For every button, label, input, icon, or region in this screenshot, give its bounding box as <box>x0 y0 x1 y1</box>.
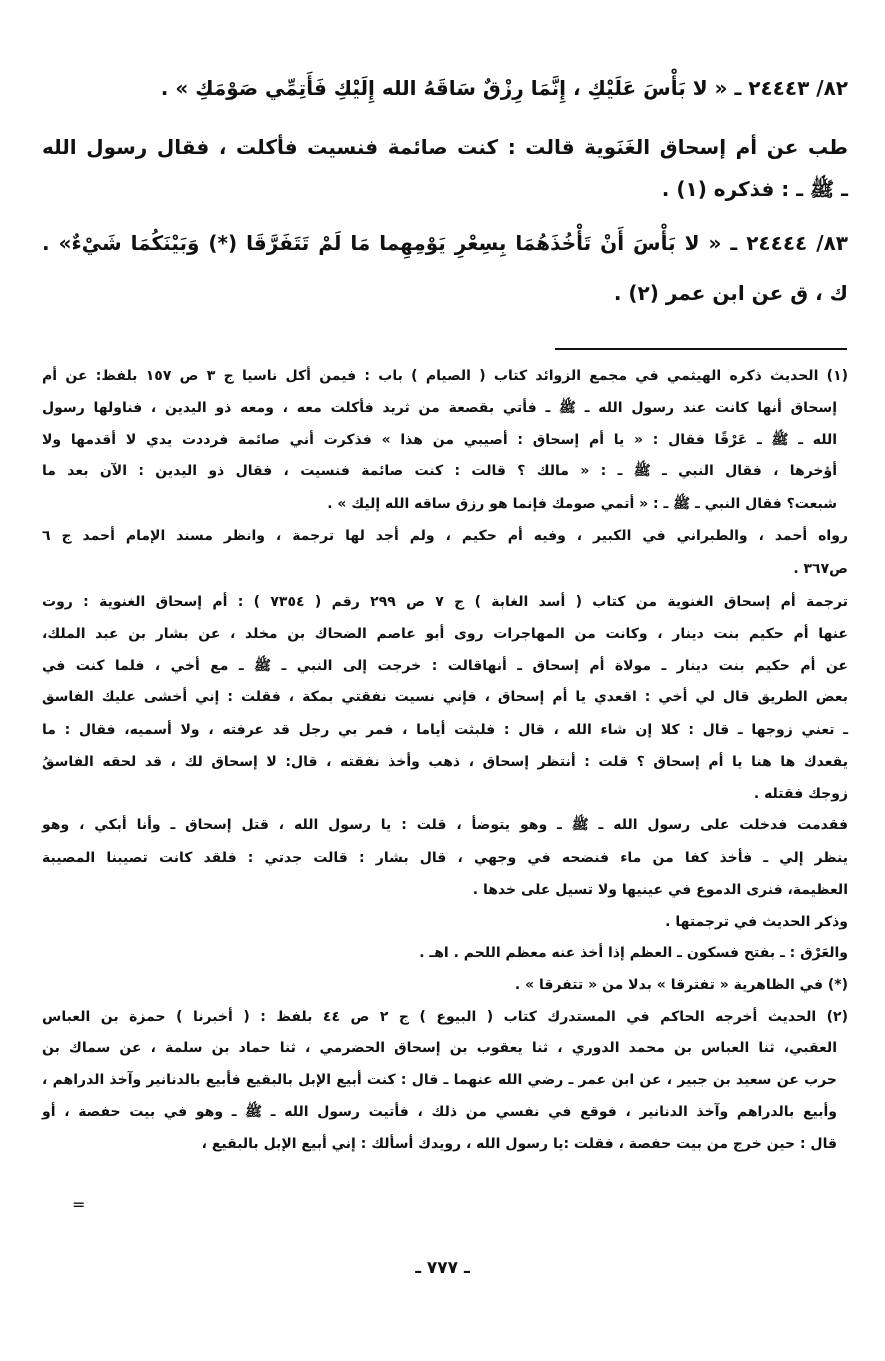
footnote-line: يقعدك ها هنا يا أم إسحاق ؟ قلت : أنتظر إسحاق ، ذهب وأخذ نفقته ، قال: لا إسحاق لك ، قد لحقه الفاسقُ <box>42 754 848 770</box>
footnote-line: العظيمة، فنرى الدموع في عينيها ولا تسيل على خدها . <box>472 882 848 898</box>
footnote-line: أؤخرها ، فقال النبي ـ ﷺ ـ : « مالك ؟ قالت : كنت صائمة فنسيت ، فقال ذو اليدين : الآن بعد ما <box>42 463 837 479</box>
footnote-line: قال : حين خرج من بيت حفصة ، فقلت :يا رسول الله ، رويدك أسألك : إني أبيع الإبل بالبقيع ، <box>201 1136 837 1152</box>
footnote-line: العقبي، ثنا العباس بن محمد الدوري ، ثنا يعقوب بن إسحاق الحضرمي ، ثنا حماد بن سلمة ، عن سماك بن <box>42 1040 837 1056</box>
footnote-line: ص٣٦٧ . <box>793 561 848 577</box>
footnote-line: (٢) الحديث أخرجه الحاكم في المستدرك كتاب ( البيوع ) ج ٢ ص ٤٤ بلفظ : ( أخبرنا ) حمزة بن العباس <box>42 1009 848 1025</box>
footnote-separator <box>555 348 847 350</box>
footnote-line: وذكر الحديث في ترجمتها . <box>665 914 848 930</box>
hadith-82-source-end: ـ ﷺ ـ : فذكره (١) . <box>661 177 848 201</box>
footnote-line: (*) في الظاهرية « تفترقا » بدلا من « تتفرقا » . <box>514 977 848 993</box>
footnote-line: عن أم حكيم بنت دينار ـ مولاة أم إسحاق ـ أنهاقالت : خرجت إلى النبي ـ ﷺ ـ مع أخي ، فلما كنت في <box>42 658 848 674</box>
footnote-line: شبعت؟ فقال النبي ـ ﷺ ـ : « أتمي صومك فإنما هو رزق ساقه الله إليك » . <box>327 496 837 512</box>
footnote-line: ـ تعني زوجها ـ قال : كلا إن شاء الله ، قال : فلبثت أياما ، فمر بي رجل قد عرفته ، ولا أسميه، فقال : ما <box>42 722 848 738</box>
footnote-line: (١) الحديث ذكره الهيثمي في مجمع الزوائد كتاب ( الصيام ) باب : فيمن أكل ناسيا ج ٣ ص ١٥٧ بلفظ: عن أم <box>42 368 849 384</box>
footnote-line: رواه أحمد ، والطبراني في الكبير ، وفيه أم حكيم ، ولم أجد لها ترجمة ، وانظر مسند الإمام أحمد ج ٦ <box>42 528 848 544</box>
footnote-line: ترجمة أم إسحاق الغنوية من كتاب ( أسد الغابة ) ج ٧ ص ٢٩٩ رقم ( ٧٣٥٤ ) : أم إسحاق الغنوية : روت <box>42 594 848 610</box>
hadith-82-source: طب عن أم إسحاق الغَنَوية قالت : كنت صائمة فنسيت فأكلت ، فقال رسول الله <box>42 135 848 159</box>
footnote-line: بعض الطريق قال لي أخي : اقعدي يا أم إسحاق ، فإني نسيت نفقتي بمكة ، فقلت : إني أخشى عليك الفاسق <box>42 689 848 705</box>
footnote-line: والعَرْق : ـ بفتح فسكون ـ العظم إذا أخذ عنه معظم اللحم . اهـ . <box>419 945 848 961</box>
footnote-line: الله ـ ﷺ ـ عَرْقًا فقال : « يا أم إسحاق : أصيبي من هذا » فذكرت أني صائمة فرددت يدي لا أقدمها ولا <box>42 432 837 448</box>
hadith-83-text: ٨٣/ ٢٤٤٤٤ ـ « لا بَأْسَ أَنْ تَأْخُذَهُمَا بِسِعْرِ يَوْمِهِما مَا لَمْ تَتَفَرَّقَا (*) وَبَيْنَكُمَا شَيْءٌ» . <box>42 231 848 255</box>
page-number: ـ ٧٧٧ ـ <box>415 1258 470 1278</box>
footnote-line: ينظر إلي ـ فأخذ كفا من ماء فنضحه في وجهي ، قال بشار : قالت جدتي : فلقد كانت تصيبنا المصيبة <box>42 850 848 866</box>
footnote-line: حرب عن سعيد بن جبير ، عن ابن عمر ـ رضي الله عنهما ـ قال : كنت أبيع الإبل بالبقيع فأبيع بالدنانير وآخذ الدراهم ، <box>42 1072 837 1088</box>
footnote-line: إسحاق أنها كانت عند رسول الله ـ ﷺ ـ فأتي بقصعة من ثريد فأكلت معه ، ومعه ذو اليدين ، فناولها رسول <box>42 400 837 416</box>
continuation-mark: = <box>72 1195 86 1214</box>
hadith-83-source: ك ، ق عن ابن عمر (٢) . <box>613 281 848 305</box>
footnote-line: عنها أم حكيم بنت دينار ، وكانت من المهاجرات روى أبو عاصم الضحاك بن مخلد ، عن بشار بن عبد الملك، <box>42 626 848 642</box>
footnote-line: زوجك فقتله . <box>753 786 848 802</box>
footnote-line: وأبيع بالدراهم وآخذ الدنانير ، فوقع في نفسي من ذلك ، فأتيت رسول الله ـ ﷺ ـ وهو في بيت حفصة ، أو <box>42 1104 837 1120</box>
footnote-line: فقدمت فدخلت على رسول الله ـ ﷺ ـ وهو يتوضأ ، قلت : يا رسول الله ، قتل إسحاق ـ وأنا أبكي ، وهو <box>42 817 848 833</box>
hadith-82-text: ٨٢/ ٢٤٤٤٣ ـ « لا بَأْسَ عَلَيْكِ ، إِنَّمَا رِزْقٌ سَاقَهُ الله إِلَيْكِ فَأَتِمِّي صَوْمَكِ » . <box>160 76 848 100</box>
